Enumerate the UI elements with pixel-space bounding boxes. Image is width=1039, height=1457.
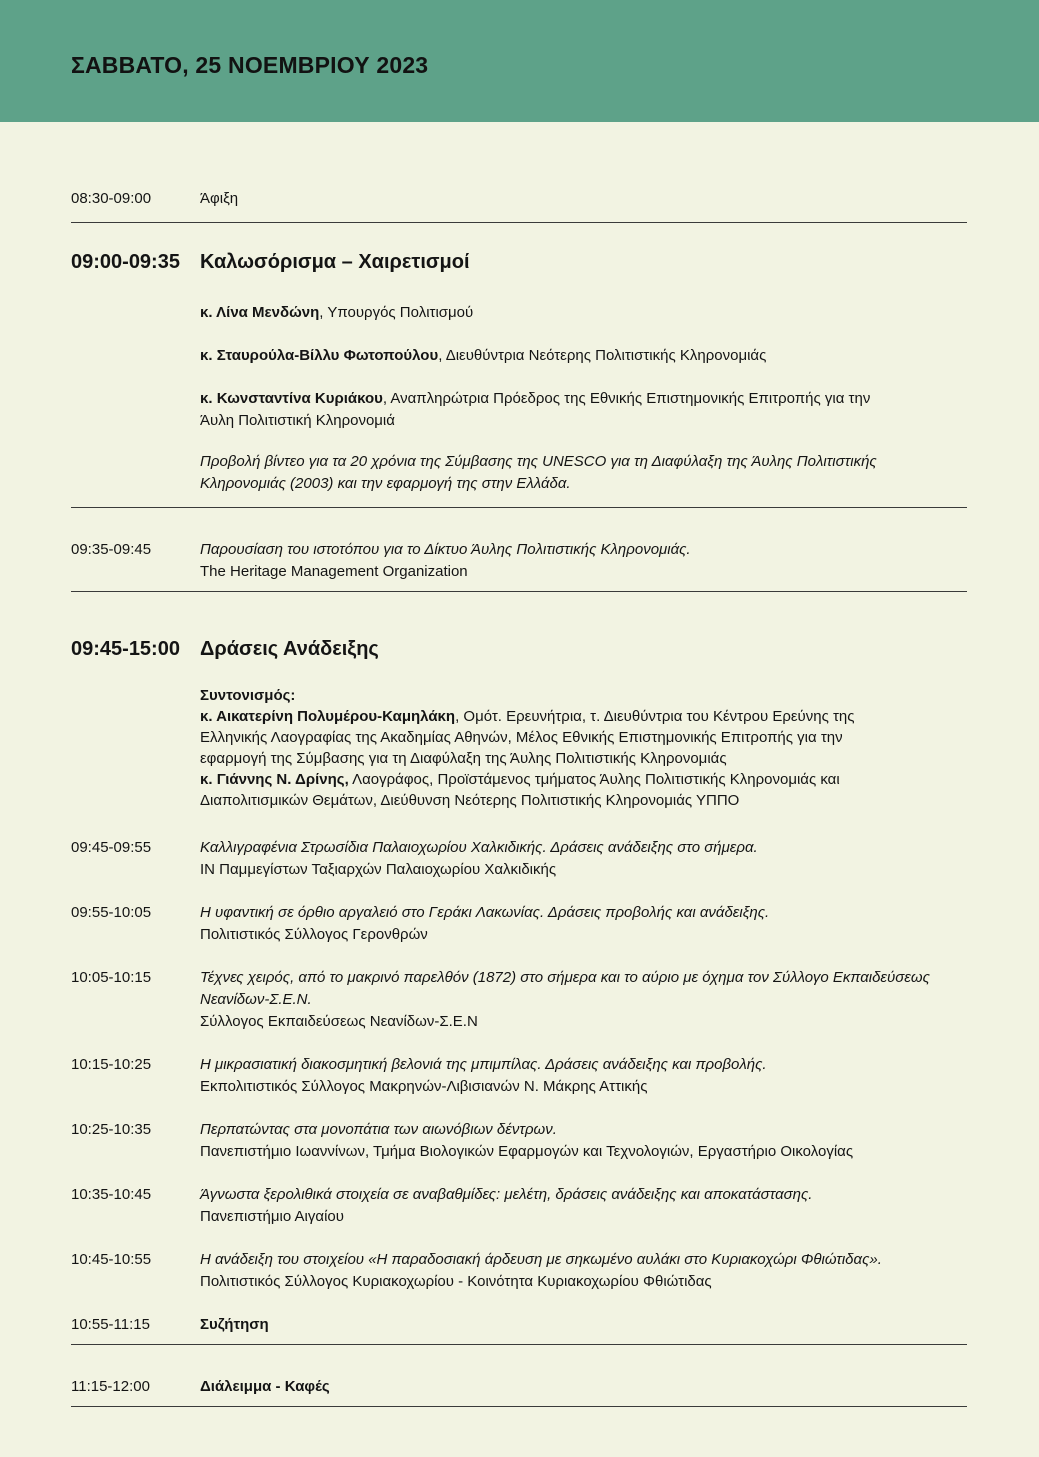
session-discussion <box>71 1314 968 1336</box>
session-arrival <box>71 188 968 210</box>
coordinator <box>200 706 900 769</box>
session-coffee-break <box>71 1376 968 1398</box>
item-title: Η ανάδειξη του στοιχείου «Η παραδοσιακή άρδευση με σηκωμένο αυλάκι στο Κυριακοχώρι Φθιώτιδας». <box>200 1251 882 1268</box>
coordinator-name: κ. Γιάννης Ν. Δρίνης, <box>200 771 349 788</box>
coordinator-role: , Ομότ. Ερευνήτρια, τ. Διευθύντρια του Κέντρου Ερεύνης της Ελληνικής Λαογραφίας της Ακαδημίας Αθηνών, Μέλος Εθνικής Επιστημονικής Επιτροπής για την εφαρμογή της Σύμβασης για τη Διαφύλαξη της Άυλης Πολιτιστικής Κληρονομιάς <box>200 708 855 767</box>
session-cell <box>200 1314 930 1336</box>
time-range: 09:45-09:55 <box>71 839 152 856</box>
item-title: Η υφαντική σε όρθιο αργαλειό στο Γεράκι Λακωνίας. Δράσεις προβολής και ανάδειξης. <box>200 904 770 921</box>
org-name: Πολιτιστικός Σύλλογος Κυριακοχωρίου - Κοινότητα Κυριακοχωρίου Φθιώτιδας <box>200 1273 712 1290</box>
agenda-item <box>71 1054 968 1098</box>
coordination-block <box>200 685 900 811</box>
time-range: 10:25-10:35 <box>71 1121 152 1138</box>
org-name: Σύλλογος Εκπαιδεύσεως Νεανίδων-Σ.Ε.Ν <box>200 1013 478 1030</box>
welcome-speakers-block <box>200 302 900 495</box>
session-website-presentation <box>71 539 968 583</box>
org-name: Πανεπιστήμιο Ιωαννίνων, Τμήμα Βιολογικών Εφαρμογών και Τεχνολογιών, Εργαστήριο Οικολογίας <box>200 1143 854 1160</box>
agenda-item <box>71 1119 968 1163</box>
actions-items-list <box>71 837 968 1293</box>
time-range: 09:45-15:00 <box>71 638 180 660</box>
session-cell <box>200 188 930 210</box>
video-note: Προβολή βίντεο για τα 20 χρόνια της Σύμβασης της UNESCO για τη Διαφύλαξη της Άυλης Πολιτιστικής Κληρονομιάς (2003) και την εφαρμογή της στην Ελλάδα. <box>200 453 877 492</box>
day-title: ΣΑΒΒΑΤΟ, 25 ΝΟΕΜΒΡΙΟΥ 2023 <box>71 52 429 78</box>
section-divider <box>71 1406 967 1407</box>
session-cell <box>200 967 930 1033</box>
coordination-label: Συντονισμός: <box>200 687 296 704</box>
session-actions-heading <box>71 636 968 662</box>
time-range: 10:05-10:15 <box>71 969 152 986</box>
speaker <box>200 302 900 324</box>
coordinator-role: Λαογράφος, Προϊστάμενος τμήματος Άυλης Πολιτιστικής Κληρονομιάς και Διαπολιτισμικών Θεμάτων, Διεύθυνση Νεότερης Πολιτιστικής Κληρονομιάς ΥΠΠΟ <box>200 771 840 809</box>
section-divider <box>71 507 967 508</box>
time-range: 09:55-10:05 <box>71 904 152 921</box>
speaker-role: , Υπουργός Πολιτισμού <box>319 304 474 321</box>
session-cell <box>200 1119 930 1163</box>
time-range: 09:00-09:35 <box>71 251 180 273</box>
speaker <box>200 345 900 367</box>
session-cell <box>200 902 930 946</box>
org-name: Πανεπιστήμιο Αιγαίου <box>200 1208 344 1225</box>
session-topic: Παρουσίαση του ιστοτόπου για το Δίκτυο Άυλης Πολιτιστικής Κληρονομιάς. <box>200 541 691 558</box>
agenda-item <box>71 1184 968 1228</box>
day-banner <box>0 0 1039 122</box>
time-range: 10:35-10:45 <box>71 1186 152 1203</box>
session-cell <box>200 1184 930 1228</box>
speaker-role: , Αναπληρώτρια Πρόεδρος της Εθνικής Επιστημονικής Επιτροπής για την Άυλη Πολιτιστική Κληρονομιά <box>200 390 871 429</box>
section-divider <box>71 222 967 223</box>
agenda-item <box>71 1249 968 1293</box>
agenda-item <box>71 967 968 1033</box>
item-title: Άγνωστα ξερολιθικά στοιχεία σε αναβαθμίδες: μελέτη, δράσεις ανάδειξης και αποκατάστασης. <box>200 1186 813 1203</box>
session-title: Δράσεις Ανάδειξης <box>200 638 379 660</box>
item-title: Η μικρασιατική διακοσμητική βελονιά της μπιμπίλας. Δράσεις ανάδειξης και προβολής. <box>200 1056 767 1073</box>
speaker-name: κ. Κωνσταντίνα Κυριάκου <box>200 390 383 407</box>
org-name: ΙΝ Παμμεγίστων Ταξιαρχών Παλαιοχωρίου Χαλκιδικής <box>200 861 557 878</box>
time-range: 10:55-11:15 <box>71 1316 150 1333</box>
coordinator <box>200 769 900 811</box>
session-cell <box>200 837 930 881</box>
time-range: 09:35-09:45 <box>71 541 152 558</box>
session-cell <box>200 1249 930 1293</box>
section-divider <box>71 1344 967 1345</box>
speaker-role: , Διευθύντρια Νεότερης Πολιτιστικής Κληρονομιάς <box>438 347 767 364</box>
time-range: 11:15-12:00 <box>71 1378 150 1395</box>
section-divider <box>71 591 967 592</box>
speaker-name: κ. Λίνα Μενδώνη <box>200 304 320 321</box>
org-name: Εκπολιτιστικός Σύλλογος Μακρηνών-Λιβισιανών Ν. Μάκρης Αττικής <box>200 1078 648 1095</box>
session-welcome-heading <box>71 249 968 275</box>
org-name: Πολιτιστικός Σύλλογος Γερονθρών <box>200 926 428 943</box>
session-cell <box>200 1376 930 1398</box>
time-range: 10:45-10:55 <box>71 1251 152 1268</box>
coordinator-name: κ. Αικατερίνη Πολυμέρου-Καμηλάκη <box>200 708 456 725</box>
time-range: 10:15-10:25 <box>71 1056 152 1073</box>
session-label: Συζήτηση <box>200 1316 269 1333</box>
session-label: Άφιξη <box>200 190 239 207</box>
agenda-item <box>71 902 968 946</box>
time-range: 08:30-09:00 <box>71 190 152 207</box>
schedule-content <box>0 122 1039 1407</box>
org-name: The Heritage Management Organization <box>200 563 468 580</box>
session-label: Διάλειμμα - Καφές <box>200 1378 330 1395</box>
session-cell <box>200 539 930 583</box>
agenda-item <box>71 837 968 881</box>
speaker <box>200 388 900 432</box>
session-title: Καλωσόρισμα – Χαιρετισμοί <box>200 251 470 273</box>
item-title: Περπατώντας στα μονοπάτια των αιωνόβιων δέντρων. <box>200 1121 557 1138</box>
speaker-name: κ. Σταυρούλα-Βίλλυ Φωτοπούλου <box>200 347 439 364</box>
item-title: Τέχνες χειρός, από το μακρινό παρελθόν (1872) στο σήμερα και το αύριο με όχημα τον Σύλλογο Εκπαιδεύσεως Νεανίδων-Σ.Ε.Ν. <box>200 969 930 1008</box>
item-title: Καλλιγραφένια Στρωσίδια Παλαιοχωρίου Χαλκιδικής. Δράσεις ανάδειξης στο σήμερα. <box>200 839 758 856</box>
session-cell <box>200 1054 930 1098</box>
